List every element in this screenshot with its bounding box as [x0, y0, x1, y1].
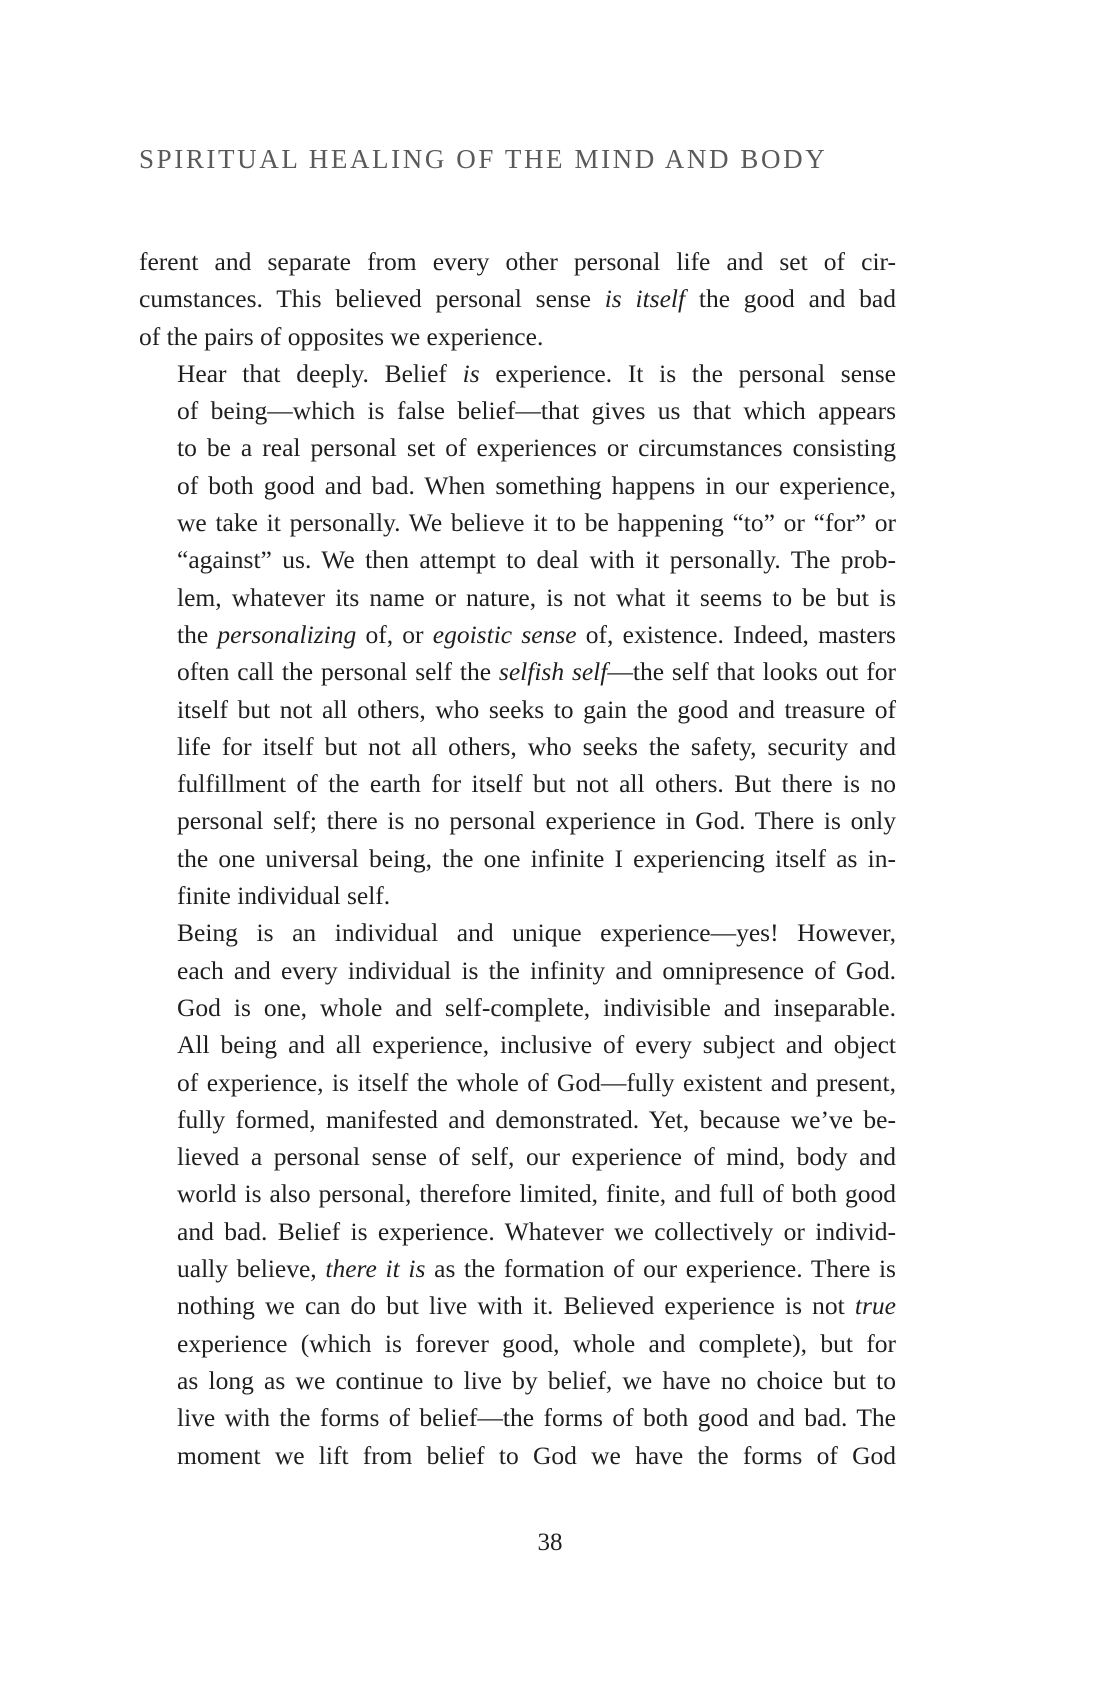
paragraph	[139, 914, 896, 1473]
italic-run: selfish self	[498, 657, 608, 687]
italic-run: is itself	[604, 284, 686, 314]
text-run: ually believe,	[177, 1254, 326, 1284]
text-line	[139, 802, 896, 839]
italic-run: egoistic sense	[432, 619, 577, 649]
text-line	[139, 653, 896, 690]
text-line	[139, 355, 896, 392]
text-run: personal self; there is no personal experience in God. There is only	[177, 806, 896, 836]
text-run: ferent and separate from every other personal life and set of cir-	[139, 247, 896, 276]
text-run: of experience, is itself the whole of God—fully existent and present,	[177, 1067, 896, 1097]
text-run: itself but not all others, who seeks to gain the good and treasure of	[177, 694, 896, 724]
text-line	[139, 1175, 896, 1212]
text-run: God is one, whole and self-complete, indivisible and inseparable.	[177, 992, 896, 1022]
text-line	[139, 952, 896, 989]
running-head: SPIRITUAL HEALING OF THE MIND AND BODY	[139, 144, 828, 174]
text-line	[139, 504, 896, 541]
text-run: All being and all experience, inclusive of every subject and object	[177, 1030, 896, 1060]
text-run: fully formed, manifested and demonstrated. Yet, because we’ve be-	[177, 1104, 896, 1134]
paragraph	[139, 243, 896, 355]
paragraph	[139, 355, 896, 914]
text-run: moment we lift from belief to God we have the forms of God	[177, 1440, 896, 1470]
body-text	[139, 243, 896, 1474]
text-run: finite individual self.	[177, 881, 391, 911]
text-line	[139, 1325, 896, 1362]
text-line	[139, 691, 896, 728]
text-run: Hear that deeply. Belief	[177, 358, 463, 388]
text-run: of the pairs of opposites we experience.	[139, 321, 544, 351]
text-run: of, existence. Indeed, masters	[576, 619, 896, 649]
text-run: world is also personal, therefore limited, finite, and full of both good	[177, 1179, 896, 1209]
text-run: as the formation of our experience. There is	[425, 1254, 896, 1284]
text-run: live with the forms of belief—the forms of both good and bad. The	[177, 1403, 896, 1433]
text-run: lieved a personal sense of self, our experience of mind, body and	[177, 1142, 896, 1172]
text-run: lem, whatever its name or nature, is not what it seems to be but is	[177, 582, 896, 612]
text-line	[139, 1287, 896, 1324]
text-line	[139, 579, 896, 616]
text-line	[139, 1399, 896, 1436]
italic-run: is	[462, 358, 480, 388]
text-run: the good and bad	[685, 284, 896, 314]
text-line	[139, 392, 896, 429]
text-line	[139, 243, 896, 280]
text-line	[139, 541, 896, 578]
text-line	[139, 429, 896, 466]
text-run: and bad. Belief is experience. Whatever we collectively or individ-	[177, 1216, 896, 1246]
text-line	[139, 989, 896, 1026]
text-run: of both good and bad. When something happens in our experience,	[177, 470, 896, 500]
text-line	[139, 877, 896, 914]
text-run: experience (which is forever good, whole and complete), but for	[177, 1328, 896, 1358]
text-run: Being is an individual and unique experience—yes! However,	[177, 918, 896, 948]
text-line	[139, 1101, 896, 1138]
text-line	[139, 1250, 896, 1287]
text-run: to be a real personal set of experiences or circumstances consisting	[177, 433, 896, 463]
text-line	[139, 616, 896, 653]
italic-run: there it is	[325, 1254, 426, 1284]
text-line	[139, 1026, 896, 1063]
text-run: cumstances. This believed personal sense	[139, 284, 605, 314]
text-run: —the self that looks out for	[607, 657, 896, 687]
text-line	[139, 914, 896, 951]
text-line	[139, 280, 896, 317]
text-run: as long as we continue to live by belief, we have no choice but to	[177, 1365, 896, 1395]
text-run: of, or	[356, 619, 433, 649]
text-line	[139, 1213, 896, 1250]
text-run: experience. It is the personal sense	[479, 358, 897, 388]
text-run: the one universal being, the one infinite I experiencing itself as in-	[177, 843, 896, 873]
text-line	[139, 1138, 896, 1175]
text-run: “against” us. We then attempt to deal with it personally. The prob-	[177, 545, 896, 575]
italic-run: personalizing	[217, 619, 357, 649]
text-run: nothing we can do but live with it. Believed experience is not	[177, 1291, 855, 1321]
text-run: the	[177, 619, 218, 649]
text-line	[139, 840, 896, 877]
text-line	[139, 1064, 896, 1101]
italic-run: true	[854, 1291, 896, 1321]
text-line	[139, 467, 896, 504]
text-line	[139, 318, 896, 355]
text-run: often call the personal self the	[177, 657, 499, 687]
text-line	[139, 765, 896, 802]
page-number: 38	[537, 1529, 563, 1556]
text-run: life for itself but not all others, who seeks the safety, security and	[177, 731, 896, 761]
text-line	[139, 728, 896, 765]
text-run: of being—which is false belief—that gives us that which appears	[177, 396, 896, 426]
text-line	[139, 1362, 896, 1399]
text-run: fulfillment of the earth for itself but not all others. But there is no	[177, 769, 896, 799]
text-run: we take it personally. We believe it to be happening “to” or “for” or	[177, 508, 896, 538]
text-line	[139, 1437, 896, 1474]
text-run: each and every individual is the infinity and omnipresence of God.	[177, 955, 896, 985]
